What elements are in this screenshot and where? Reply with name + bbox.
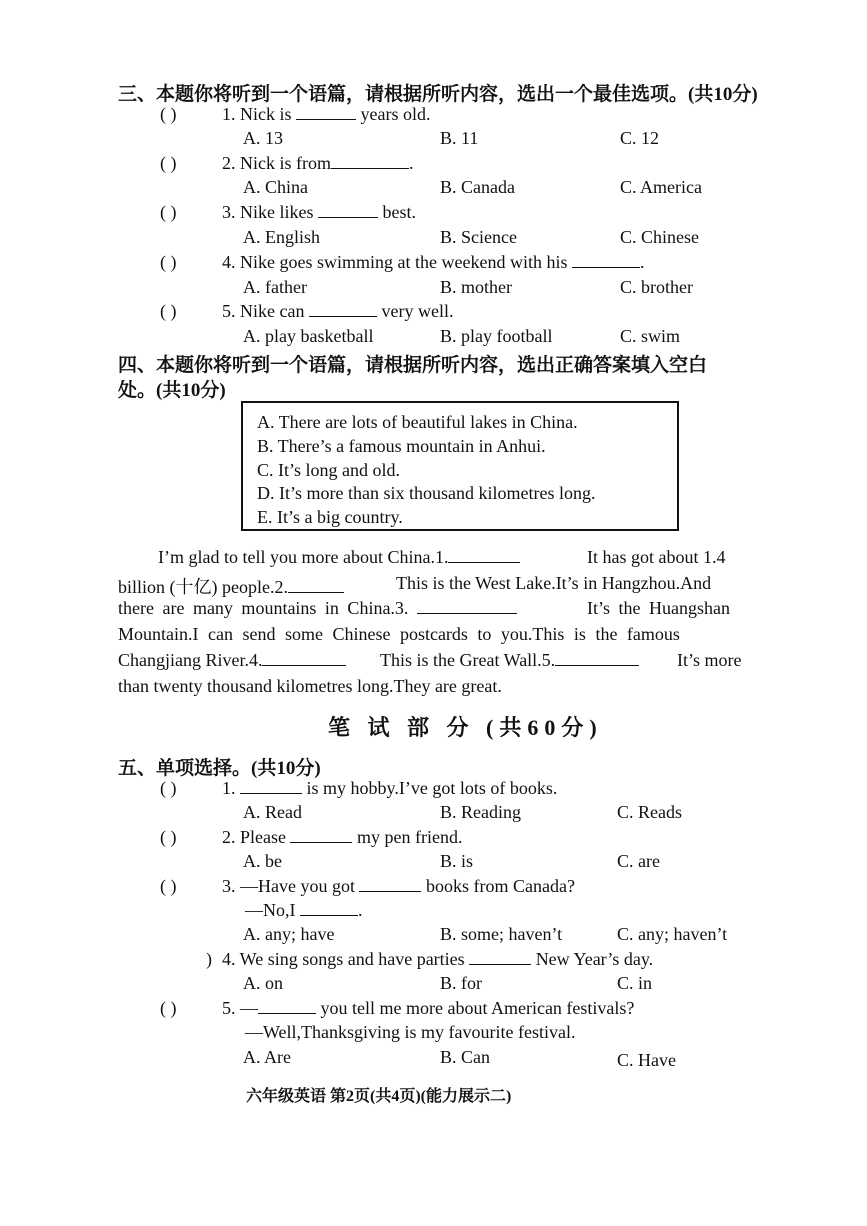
answer-blank[interactable]	[359, 877, 421, 892]
answer-blank[interactable]	[318, 203, 378, 218]
question-stem	[222, 104, 430, 125]
option-c: C. brother	[620, 277, 693, 297]
stem-text: —No,I	[245, 900, 296, 920]
answer-blank[interactable]	[555, 651, 639, 666]
answer-paren[interactable]: ( )	[160, 827, 177, 847]
option-c: C. 12	[620, 128, 660, 148]
option-a: A. English	[243, 227, 321, 247]
option-a: A. on	[243, 973, 283, 993]
stem-text: my pen friend.	[356, 827, 463, 847]
stem-text: .	[408, 153, 414, 173]
option-a: A. father	[243, 277, 307, 297]
answer-blank[interactable]	[417, 599, 517, 614]
stem-text: 2. Please	[222, 827, 286, 847]
passage-text-right: This is the West Lake.It’s in Hangzhou.And	[396, 573, 712, 593]
question-stem	[222, 252, 644, 273]
option-a: A. Are	[243, 1047, 291, 1067]
passage-line: than twenty thousand kilometres long.They are great.	[118, 676, 502, 696]
passage-text: there are many mountains in China.3.	[118, 598, 409, 618]
answer-blank[interactable]	[258, 999, 316, 1014]
answer-paren[interactable]: ( )	[160, 998, 177, 1018]
passage-line	[118, 573, 344, 599]
option-a: A. be	[243, 851, 282, 871]
passage-line	[118, 598, 517, 619]
question-stem	[222, 153, 413, 174]
box-option-d: D. It’s more than six thousand kilometres long.	[257, 483, 596, 503]
section5-heading: 五、单项选择。(共10分)	[118, 758, 321, 779]
option-c: C. in	[617, 973, 653, 993]
passage-text: billion (十亿) people.2.	[118, 577, 288, 597]
answer-blank[interactable]	[288, 578, 344, 593]
answer-blank[interactable]	[469, 950, 531, 965]
answer-blank[interactable]	[240, 779, 302, 794]
option-b: B. for	[440, 973, 482, 993]
option-b: B. mother	[440, 277, 512, 297]
question-stem	[222, 827, 462, 848]
stem-text: very well.	[381, 301, 454, 321]
option-c: C. Reads	[617, 802, 682, 822]
box-option-e: E. It’s a big country.	[257, 507, 403, 527]
stem-text: years old.	[360, 104, 431, 124]
option-a: A. play basketball	[243, 326, 374, 346]
question-stem	[222, 778, 557, 799]
option-b: B. is	[440, 851, 474, 871]
answer-blank[interactable]	[572, 253, 640, 268]
box-option-a: A. There are lots of beautiful lakes in China.	[257, 412, 578, 432]
answer-blank[interactable]	[296, 105, 356, 120]
answer-blank[interactable]	[331, 154, 409, 169]
option-b: B. Science	[440, 227, 517, 247]
section4-heading-cont: 处。(共10分)	[118, 380, 226, 401]
answer-paren[interactable]: ( )	[160, 252, 177, 272]
stem-text: books from Canada?	[425, 876, 575, 896]
option-b: B. play football	[440, 326, 553, 346]
passage-text-right: It has got about 1.4	[587, 547, 726, 567]
question-stem	[222, 202, 416, 223]
stem-text: .	[639, 252, 645, 272]
section3-heading: 三、本题你将听到一个语篇，请根据所听内容，选出一个最佳选项。(共10分)	[118, 84, 758, 105]
answer-blank[interactable]	[448, 548, 520, 563]
stem-text: 3. —Have you got	[222, 876, 355, 896]
stem-text: you tell me more about American festivals?	[320, 998, 635, 1018]
written-section-title: 笔 试 部 分 (共60分)	[328, 715, 603, 740]
stem-text: best.	[382, 202, 416, 222]
stem-text: 3. Nike likes	[222, 202, 314, 222]
stem-text: 4. We sing songs and have parties	[222, 949, 465, 969]
passage-line-mid	[380, 650, 639, 671]
answer-paren[interactable]: ( )	[160, 202, 177, 222]
option-b: B. Reading	[440, 802, 521, 822]
answer-paren[interactable]: ( )	[160, 876, 177, 896]
passage-line	[158, 547, 520, 568]
passage-text: Changjiang River.4.	[118, 650, 263, 670]
question-stem	[222, 876, 575, 897]
option-a: A. 13	[243, 128, 283, 148]
question-stem-line2	[245, 900, 363, 921]
passage-text: This is the Great Wall.5.	[380, 650, 556, 670]
option-a: A. China	[243, 177, 308, 197]
option-b: B. 11	[440, 128, 479, 148]
box-option-c: C. It’s long and old.	[257, 460, 400, 480]
passage-text-right: It’s more	[677, 650, 742, 670]
section4-heading: 四、本题你将听到一个语篇，请根据所听内容，选出正确答案填入空白	[118, 355, 708, 376]
answer-paren[interactable]: ( )	[160, 153, 177, 173]
answer-blank[interactable]	[300, 901, 358, 916]
answer-paren[interactable]: )	[206, 949, 212, 969]
answer-blank[interactable]	[309, 302, 377, 317]
question-stem	[222, 998, 634, 1019]
stem-text: New Year’s day.	[535, 949, 654, 969]
question-stem	[222, 301, 453, 322]
option-a: A. any; have	[243, 924, 335, 944]
passage-line	[118, 650, 346, 671]
stem-text: 5. —	[222, 998, 258, 1018]
passage-text: I’m glad to tell you more about China.1.	[158, 547, 449, 567]
option-c: C. any; haven’t	[617, 924, 728, 944]
stem-text: 1.	[222, 778, 236, 798]
option-b: B. some; haven’t	[440, 924, 563, 944]
stem-text: .	[358, 900, 363, 920]
answer-blank[interactable]	[290, 828, 352, 843]
stem-text: 4. Nike goes swimming at the weekend with his	[222, 252, 568, 272]
option-c: C. Chinese	[620, 227, 699, 247]
option-c: C. Have	[617, 1050, 676, 1070]
stem-text: 1. Nick is	[222, 104, 292, 124]
answer-paren[interactable]: ( )	[160, 301, 177, 321]
answer-paren[interactable]: ( )	[160, 778, 177, 798]
passage-line: Mountain.I can send some Chinese postcards to you.This is the famous	[118, 624, 680, 644]
question-stem-line2: —Well,Thanksgiving is my favourite festival.	[245, 1022, 576, 1042]
options-box	[241, 401, 679, 531]
option-c: C. swim	[620, 326, 681, 346]
page-footer: 六年级英语 第2页(共4页)(能力展示二)	[246, 1088, 512, 1105]
option-b: B. Can	[440, 1047, 491, 1067]
answer-paren[interactable]: ( )	[160, 104, 177, 124]
answer-blank[interactable]	[262, 651, 346, 666]
option-a: A. Read	[243, 802, 302, 822]
option-c: C. are	[617, 851, 660, 871]
stem-text: 2. Nick is from	[222, 153, 331, 173]
option-b: B. Canada	[440, 177, 515, 197]
stem-text: is my hobby.I’ve got lots of books.	[306, 778, 558, 798]
box-option-b: B. There’s a famous mountain in Anhui.	[257, 436, 546, 456]
passage-text-right: It’s the Huangshan	[587, 598, 730, 618]
question-stem	[222, 949, 653, 970]
stem-text: 5. Nike can	[222, 301, 305, 321]
option-c: C. America	[620, 177, 702, 197]
